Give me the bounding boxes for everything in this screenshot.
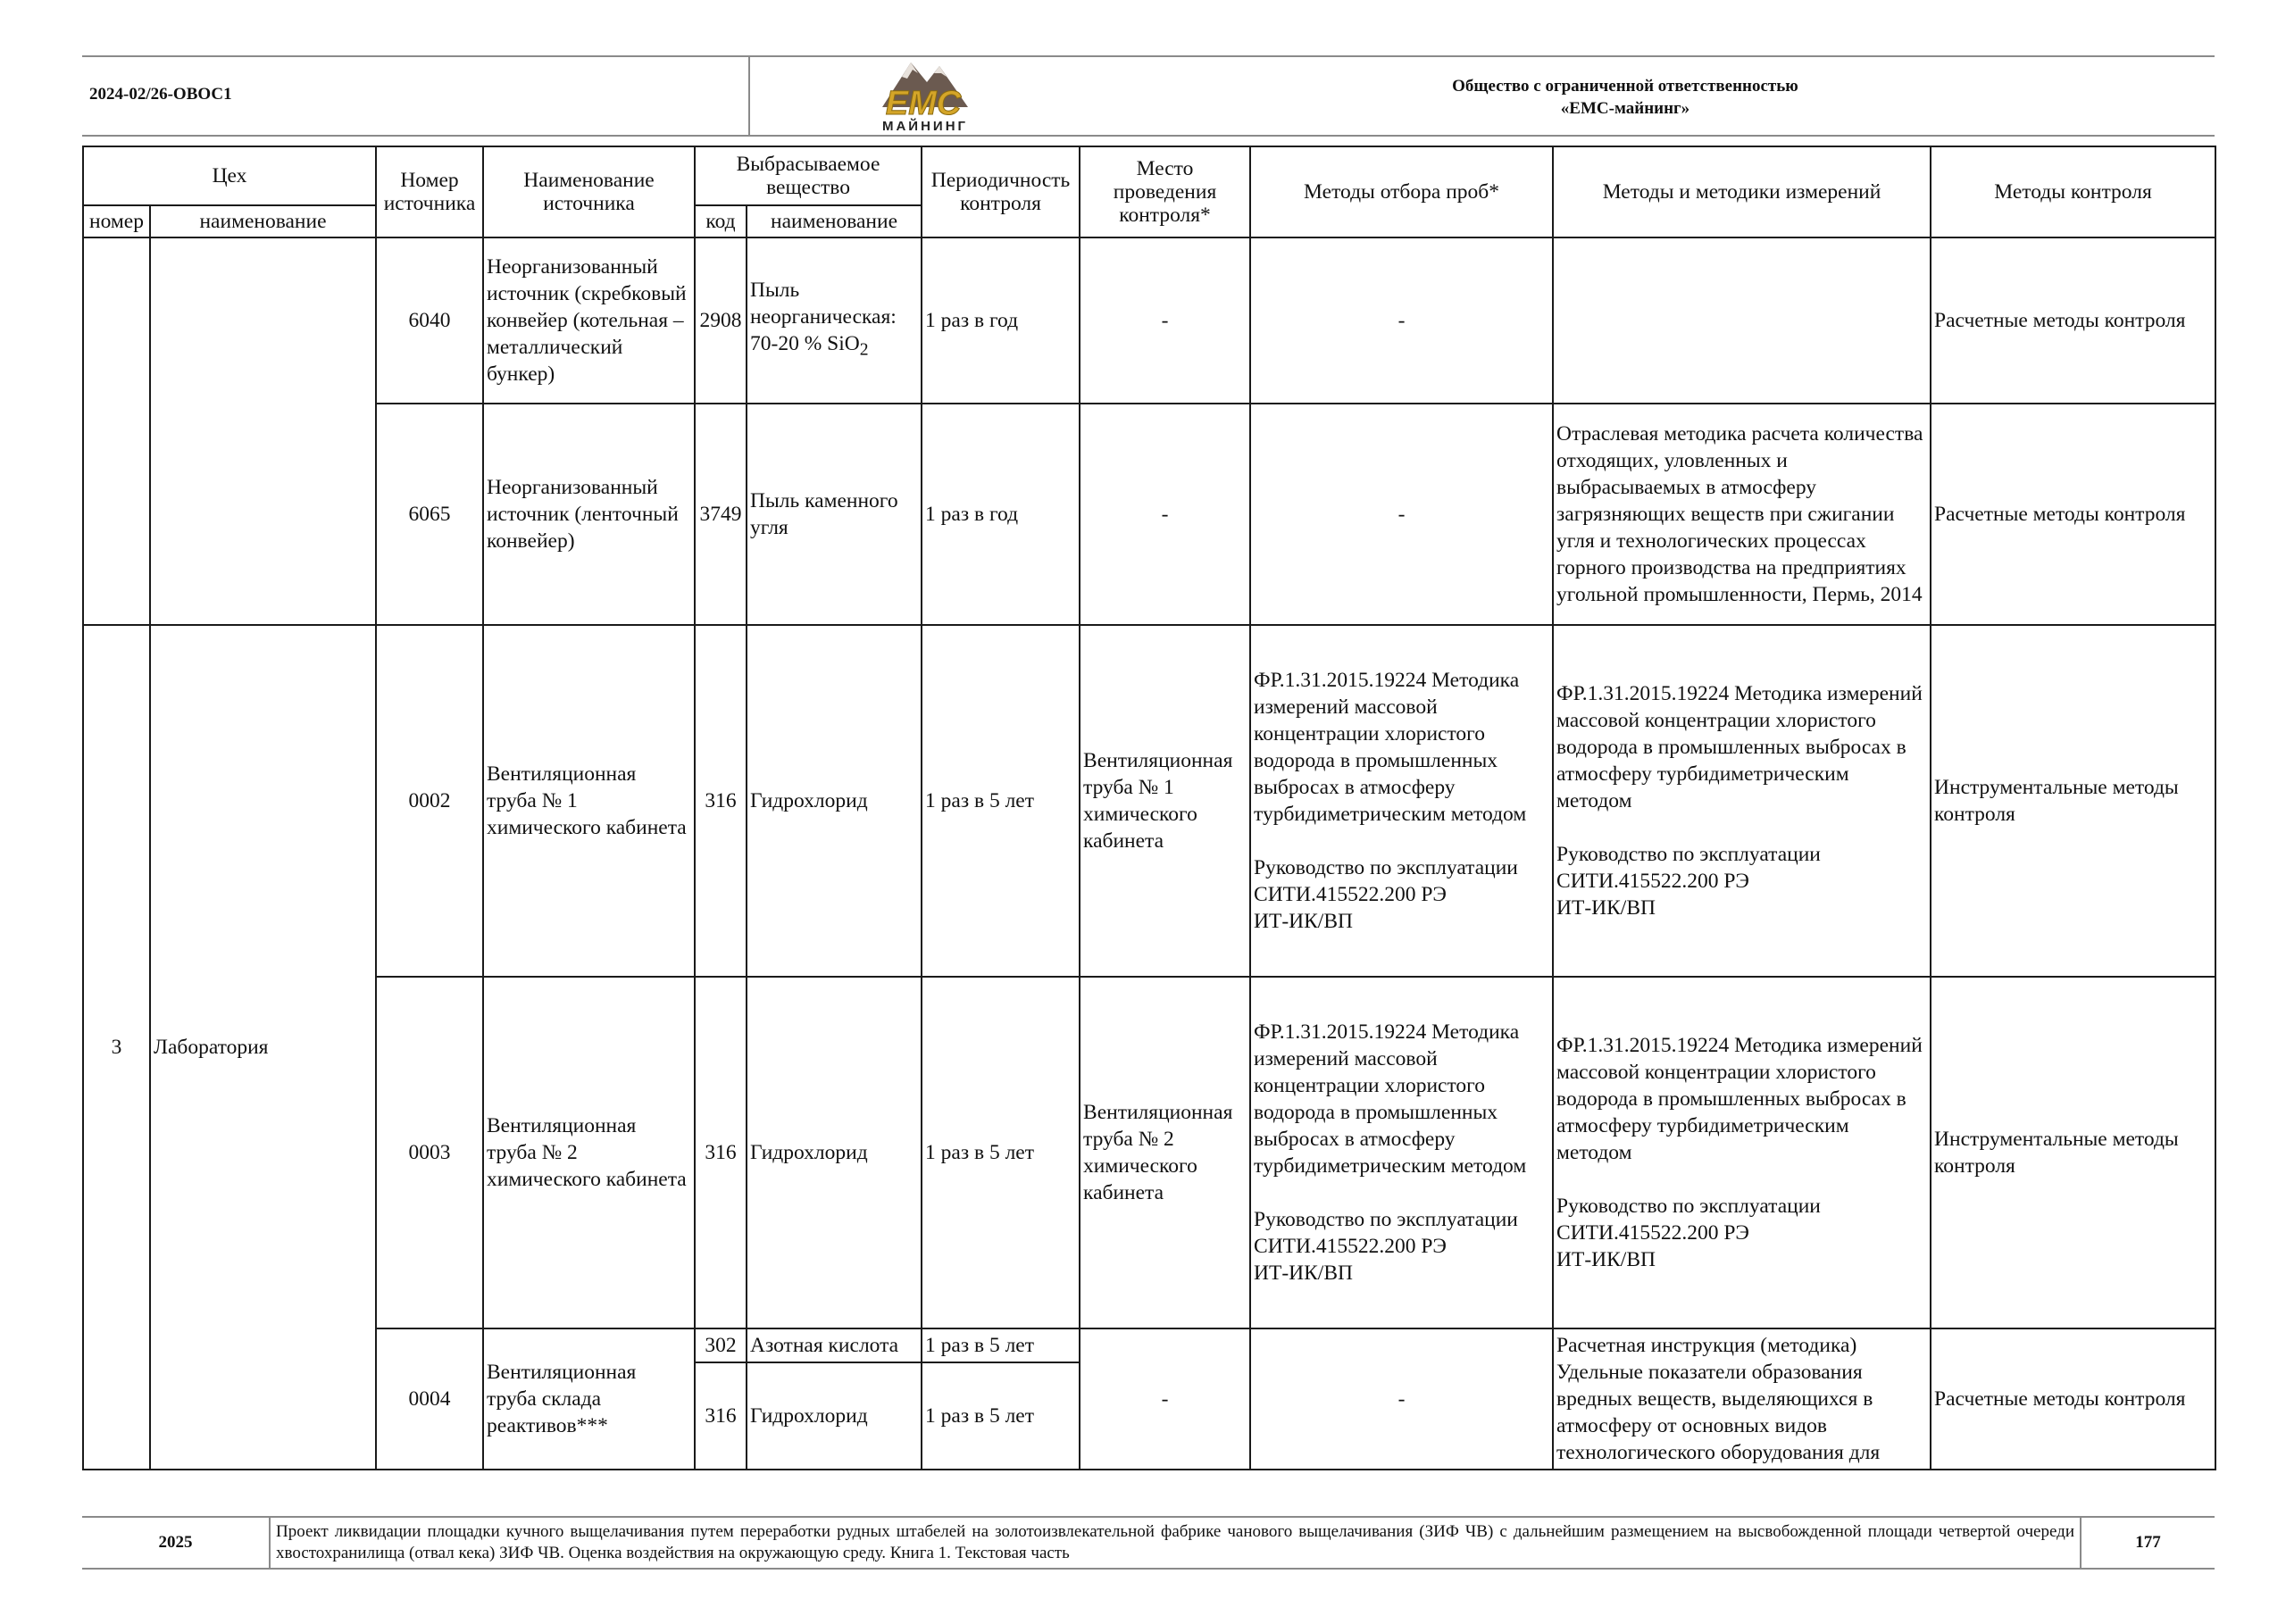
control-cell: Инструментальные методы контроля (1931, 625, 2215, 977)
source-name-cell: Вентиляционная труба № 2 химического кабинета (483, 977, 695, 1328)
control-cell: Расчетные методы контроля (1931, 404, 2215, 625)
workshop-number-cell (83, 237, 150, 625)
source-number-cell: 6040 (376, 237, 483, 404)
sampling-cell: - (1250, 237, 1553, 404)
place-cell: - (1080, 1328, 1250, 1470)
source-number-cell: 0002 (376, 625, 483, 977)
source-name-cell: Неорганизованный источник (скребковый конвейер (котельная – металлический бункер) (483, 237, 695, 404)
substance-code-cell: 316 (695, 625, 747, 977)
substance-name-cell: Гидрохлорид (747, 1362, 922, 1470)
place-cell: Вентиляционная труба № 2 химического кабинета (1080, 977, 1250, 1328)
periodicity-cell: 1 раз в год (922, 237, 1080, 404)
header-divider (748, 56, 750, 137)
col-substance: Выбрасываемое вещество (695, 146, 922, 205)
periodicity-cell: 1 раз в 5 лет (922, 1328, 1080, 1362)
footer-description: Проект ликвидации площадки кучного выщелачивания путем переработки рудных штабелей на золотоизвлекательной фабрике чанового выщелачивания (ЗИФ ЧВ) с дальнейшим размещением на высвобожденной площади четвертой очереди хвостохранилища (отвал кека) ЗИФ ЧВ. Оценка воздействия на окружающую среду. Книга 1. Текстовая часть (270, 1517, 2081, 1569)
measurement-cell: Отраслевая методика расчета количества отходящих, уловленных и выбрасываемых в атмосферу загрязняющих веществ при сжигании угля и технологических процессах горного производства на предприятиях угольной промышленности, Пермь, 2014 (1553, 404, 1931, 625)
table-row (83, 977, 2215, 1328)
measurement-cell (1553, 237, 1931, 404)
table-row (83, 1328, 2215, 1362)
substance-code-cell: 316 (695, 1362, 747, 1470)
col-source-name: Наименование источника (483, 146, 695, 237)
source-name-cell: Вентиляционная труба склада реактивов*** (483, 1328, 695, 1470)
substance-name-cell: Пыль неорганическая: 70-20 % SiO$_2$ (747, 237, 922, 404)
substance-code-cell: 2908 (695, 237, 747, 404)
periodicity-cell: 1 раз в год (922, 404, 1080, 625)
workshop-number-cell: 3 (83, 625, 150, 1470)
document-code: 2024-02/26-ОВОС1 (89, 85, 232, 104)
measurement-cell: ФР.1.31.2015.19224 Методика измерений массовой концентрации хлористого водорода в промышленных выбросах в атмосферу турбидиметрическим методом Руководство по эксплуатации СИТИ.415522.200 РЭ ИТ-ИК/ВП (1553, 625, 1931, 977)
periodicity-cell: 1 раз в 5 лет (922, 625, 1080, 977)
substance-name-cell: Гидрохлорид (747, 625, 922, 977)
page-number: 177 (2081, 1517, 2215, 1569)
col-sampling-methods: Методы отбора проб* (1250, 146, 1553, 237)
place-cell: - (1080, 404, 1250, 625)
substance-name-cell: Пыль каменного угля (747, 404, 922, 625)
col-substance-name: наименование (747, 205, 922, 237)
source-number-cell: 0003 (376, 977, 483, 1328)
monitoring-table (82, 146, 2216, 1470)
col-workshop-name: наименование (150, 205, 376, 237)
table-header-row (83, 146, 2215, 205)
col-control-methods: Методы контроля (1931, 146, 2215, 237)
control-cell: Расчетные методы контроля (1931, 237, 2215, 404)
source-name-cell: Неорганизованный источник (ленточный конвейер) (483, 404, 695, 625)
footer-year: 2025 (158, 1533, 193, 1552)
table-row (83, 625, 2215, 977)
workshop-name-cell: Лаборатория (150, 625, 376, 1470)
substance-code-cell: 3749 (695, 404, 747, 625)
periodicity-cell: 1 раз в 5 лет (922, 977, 1080, 1328)
header-top-rule (82, 55, 2215, 57)
substance-code-cell: 316 (695, 977, 747, 1328)
sampling-cell: - (1250, 1328, 1553, 1470)
periodicity-cell: 1 раз в 5 лет (922, 1362, 1080, 1470)
table-row (83, 237, 2215, 404)
col-periodicity: Периодичность контроля (922, 146, 1080, 237)
col-place: Место проведения контроля* (1080, 146, 1250, 237)
substance-name-cell: Гидрохлорид (747, 977, 922, 1328)
col-source-number: Номер источника (376, 146, 483, 237)
sampling-cell: ФР.1.31.2015.19224 Методика измерений массовой концентрации хлористого водорода в промышленных выбросах в атмосферу турбидиметрическим методом Руководство по эксплуатации СИТИ.415522.200 РЭ ИТ-ИК/ВП (1250, 625, 1553, 977)
table-row (83, 404, 2215, 625)
substance-name-cell: Азотная кислота (747, 1328, 922, 1362)
control-cell: Инструментальные методы контроля (1931, 977, 2215, 1328)
company-logo (875, 55, 996, 136)
workshop-name-cell (150, 237, 376, 625)
source-number-cell: 0004 (376, 1328, 483, 1470)
source-name-cell: Вентиляционная труба № 1 химического кабинета (483, 625, 695, 977)
place-cell: Вентиляционная труба № 1 химического кабинета (1080, 625, 1250, 977)
sampling-cell: - (1250, 404, 1553, 625)
sampling-cell: ФР.1.31.2015.19224 Методика измерений массовой концентрации хлористого водорода в промышленных выбросах в атмосферу турбидиметрическим методом Руководство по эксплуатации СИТИ.415522.200 РЭ ИТ-ИК/ВП (1250, 977, 1553, 1328)
substance-code-cell: 302 (695, 1328, 747, 1362)
logo-subtext: МАЙНИНГ (881, 119, 969, 134)
col-substance-code: код (695, 205, 747, 237)
header-bottom-rule (82, 135, 2215, 137)
measurement-cell: Расчетная инструкция (методика) Удельные показатели образования вредных веществ, выделяющихся в атмосферу от основных видов технологического оборудования для (1553, 1328, 1931, 1470)
measurement-cell: ФР.1.31.2015.19224 Методика измерений массовой концентрации хлористого водорода в промышленных выбросах в атмосферу турбидиметрическим методом Руководство по эксплуатации СИТИ.415522.200 РЭ ИТ-ИК/ВП (1553, 977, 1931, 1328)
control-cell: Расчетные методы контроля (1931, 1328, 2215, 1470)
col-measurement-methods: Методы и методики измерений (1553, 146, 1931, 237)
source-number-cell: 6065 (376, 404, 483, 625)
company-name: Общество с ограниченной ответственностью «ЕМС-майнинг» (1452, 77, 1798, 118)
logo-text: EMC (885, 85, 962, 122)
footer-stamp (82, 1516, 2215, 1570)
col-workshop: Цех (83, 146, 376, 205)
place-cell: - (1080, 237, 1250, 404)
col-workshop-number: номер (83, 205, 150, 237)
